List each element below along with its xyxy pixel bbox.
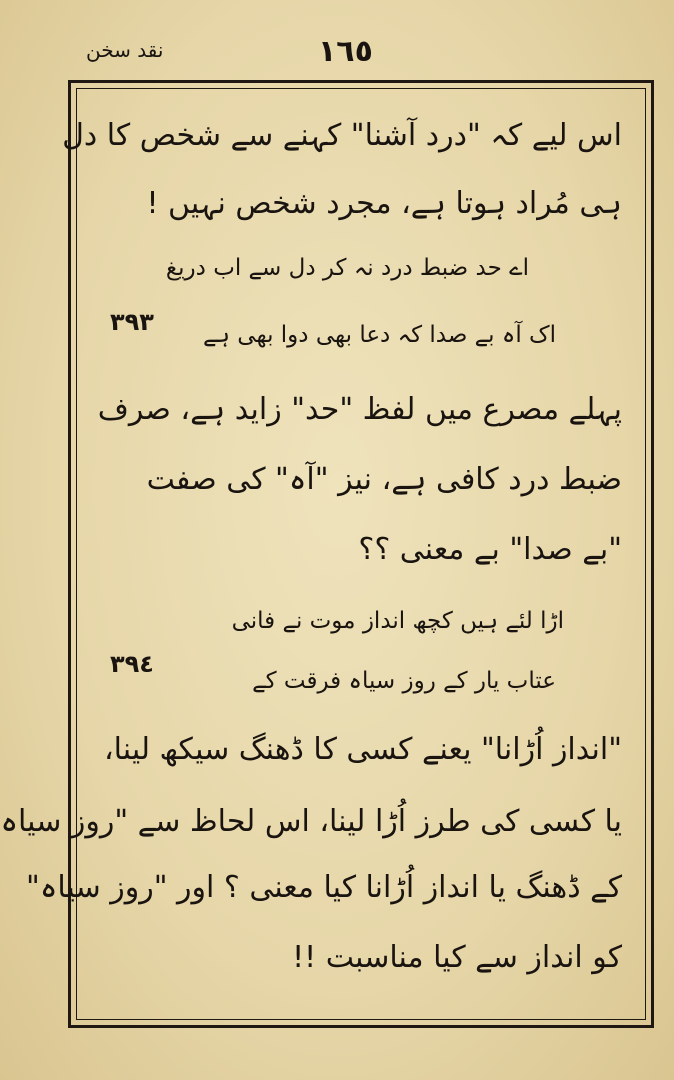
verse-line: عتاب یار کے روز سیاہ فرقت کے [252,668,556,694]
text-line: کے ڈھنگ یا انداز اُڑانا کیا معنی ؟ اور "روز سیاہ" [26,870,622,905]
page-number: ١٦٥ [318,34,373,69]
verse-line: اے حد ضبط درد نہ کر دل سے اب دریغ [165,255,529,281]
text-line: ہی مُراد ہوتا ہے، مجرد شخص نہیں ! [146,186,622,221]
verse-line: اک آہ بے صدا کہ دعا بھی دوا بھی ہے [203,322,556,348]
verse-number: ٣٩٤ [110,650,154,678]
text-line: "انداز اُڑانا" یعنے کسی کا ڈھنگ سیکھ لینا، [103,732,622,767]
verse-number: ٣٩٣ [110,308,154,336]
running-title: نقد سخن [86,38,164,62]
text-line: یا کسی کی طرز اُڑا لینا، اس لحاظ سے "روز سیاہ [0,804,622,839]
verse-line: اڑا لئے ہیں کچھ انداز موت نے فانی [231,608,564,634]
text-line: ضبط درد کافی ہے، نیز "آہ" کی صفت [146,462,622,497]
text-line: "بے صدا" بے معنی ؟؟ [358,532,622,567]
text-line: پہلے مصرع میں لفظ "حد" زاید ہے، صرف [97,392,622,427]
text-line: اس لیے کہ "درد آشنا" کہنے سے شخص کا دل [62,118,622,153]
text-line: کو انداز سے کیا مناسبت !! [292,940,622,975]
